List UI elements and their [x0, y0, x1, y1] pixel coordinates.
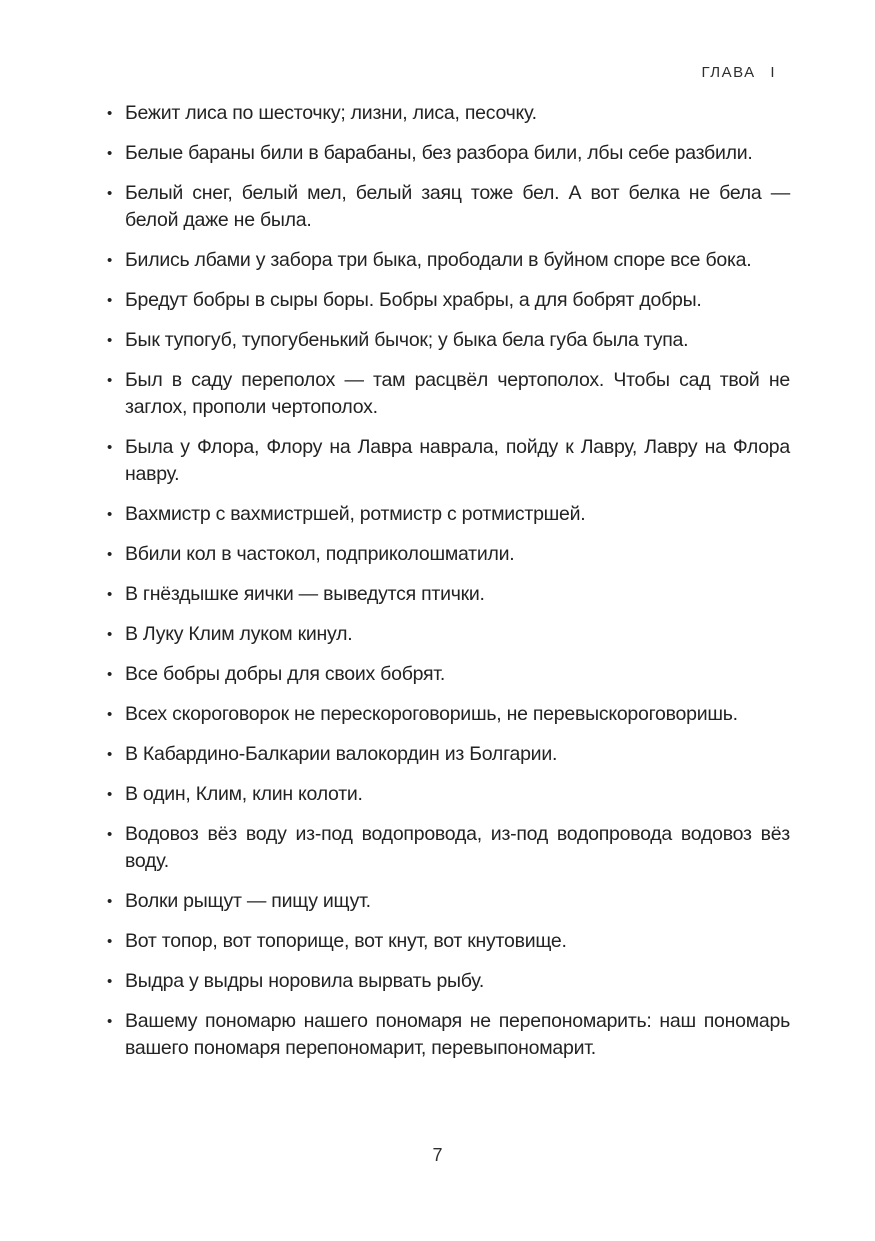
bullet-icon: •: [107, 893, 113, 910]
page-number: 7: [432, 1145, 443, 1165]
tongue-twister-text: Бились лбами у забора три быка, прободали в буйном споре все бока.: [125, 249, 752, 271]
tongue-twister-text: Белые бараны били в барабаны, без разбора били, лбы себе разбили.: [125, 142, 753, 164]
tongue-twister-text: Все бобры добры для своих бобрят.: [125, 663, 445, 685]
bullet-icon: •: [107, 372, 113, 389]
tongue-twister-text: Выдра у выдры норовила вырвать рыбу.: [125, 970, 485, 992]
list-item: [106, 287, 790, 314]
tongue-twister-text: Бык тупогуб, тупогубенький бычок; у быка бела губа была тупа.: [125, 329, 689, 351]
tongue-twister-text: Был в саду переполох — там расцвёл чертополох. Чтобы сад твой не заглох, прополи чертополох.: [125, 369, 790, 418]
tongue-twister-text: Всех скороговорок не перескороговоришь, не перевыскороговоришь.: [125, 703, 738, 725]
list-item: [106, 1008, 790, 1062]
bullet-icon: •: [107, 626, 113, 643]
list-item: [106, 434, 790, 488]
bullet-icon: •: [107, 105, 113, 122]
bullet-icon: •: [107, 666, 113, 683]
tongue-twister-text: Вбили кол в частокол, подприколошматили.: [125, 543, 515, 565]
tongue-twister-text: В один, Клим, клин колоти.: [125, 783, 363, 805]
list-item: [106, 968, 790, 995]
bullet-icon: •: [107, 145, 113, 162]
list-item: [106, 367, 790, 421]
list-item: [106, 781, 790, 808]
list-item: [106, 247, 790, 274]
bullet-icon: •: [107, 786, 113, 803]
tongue-twister-text: Волки рыщут — пищу ищут.: [125, 890, 371, 912]
bullet-icon: •: [107, 746, 113, 763]
chapter-running-head: ГЛАВА I: [701, 64, 776, 81]
bullet-icon: •: [107, 185, 113, 202]
list-item: [106, 888, 790, 915]
list-item: [106, 928, 790, 955]
list-item: [106, 100, 790, 127]
tongue-twister-text: Белый снег, белый мел, белый заяц тоже бел. А вот белка не бела — белой даже не была.: [125, 182, 790, 231]
bullet-icon: •: [107, 1013, 113, 1030]
bullet-icon: •: [107, 826, 113, 843]
bullet-icon: •: [107, 706, 113, 723]
bullet-icon: •: [107, 506, 113, 523]
tongue-twister-text: В Луку Клим луком кинул.: [125, 623, 353, 645]
list-item: [106, 741, 790, 768]
tongue-twister-list: [106, 100, 790, 1075]
list-item: [106, 821, 790, 875]
list-item: [106, 701, 790, 728]
tongue-twister-text: Вахмистр с вахмистршей, ротмистр с ротмистршей.: [125, 503, 586, 525]
bullet-icon: •: [107, 586, 113, 603]
bullet-icon: •: [107, 546, 113, 563]
tongue-twister-text: В Кабардино-Балкарии валокордин из Болгарии.: [125, 743, 558, 765]
tongue-twister-text: В гнёздышке яички — выведутся птички.: [125, 583, 485, 605]
bullet-icon: •: [107, 332, 113, 349]
tongue-twister-text: Бредут бобры в сыры боры. Бобры храбры, а для бобрят добры.: [125, 289, 702, 311]
bullet-icon: •: [107, 292, 113, 309]
bullet-icon: •: [107, 439, 113, 456]
list-item: [106, 501, 790, 528]
list-item: [106, 541, 790, 568]
tongue-twister-text: Вот топор, вот топорище, вот кнут, вот кнутовище.: [125, 930, 567, 952]
bullet-icon: •: [107, 973, 113, 990]
tongue-twister-text: Водовоз вёз воду из-под водопровода, из-под водопровода водовоз вёз воду.: [125, 823, 790, 872]
bullet-icon: •: [107, 252, 113, 269]
list-item: [106, 327, 790, 354]
list-item: [106, 621, 790, 648]
list-item: [106, 180, 790, 234]
tongue-twister-text: Вашему пономарю нашего пономаря не перепономарить: наш пономарь вашего пономаря перепономарит, перевыпономарит.: [125, 1010, 790, 1059]
list-item: [106, 140, 790, 167]
list-item: [106, 581, 790, 608]
tongue-twister-text: Была у Флора, Флору на Лавра наврала, пойду к Лавру, Лавру на Флора навру.: [125, 436, 790, 485]
bullet-icon: •: [107, 933, 113, 950]
list-item: [106, 661, 790, 688]
tongue-twister-text: Бежит лиса по шесточку; лизни, лиса, песочку.: [125, 102, 537, 124]
